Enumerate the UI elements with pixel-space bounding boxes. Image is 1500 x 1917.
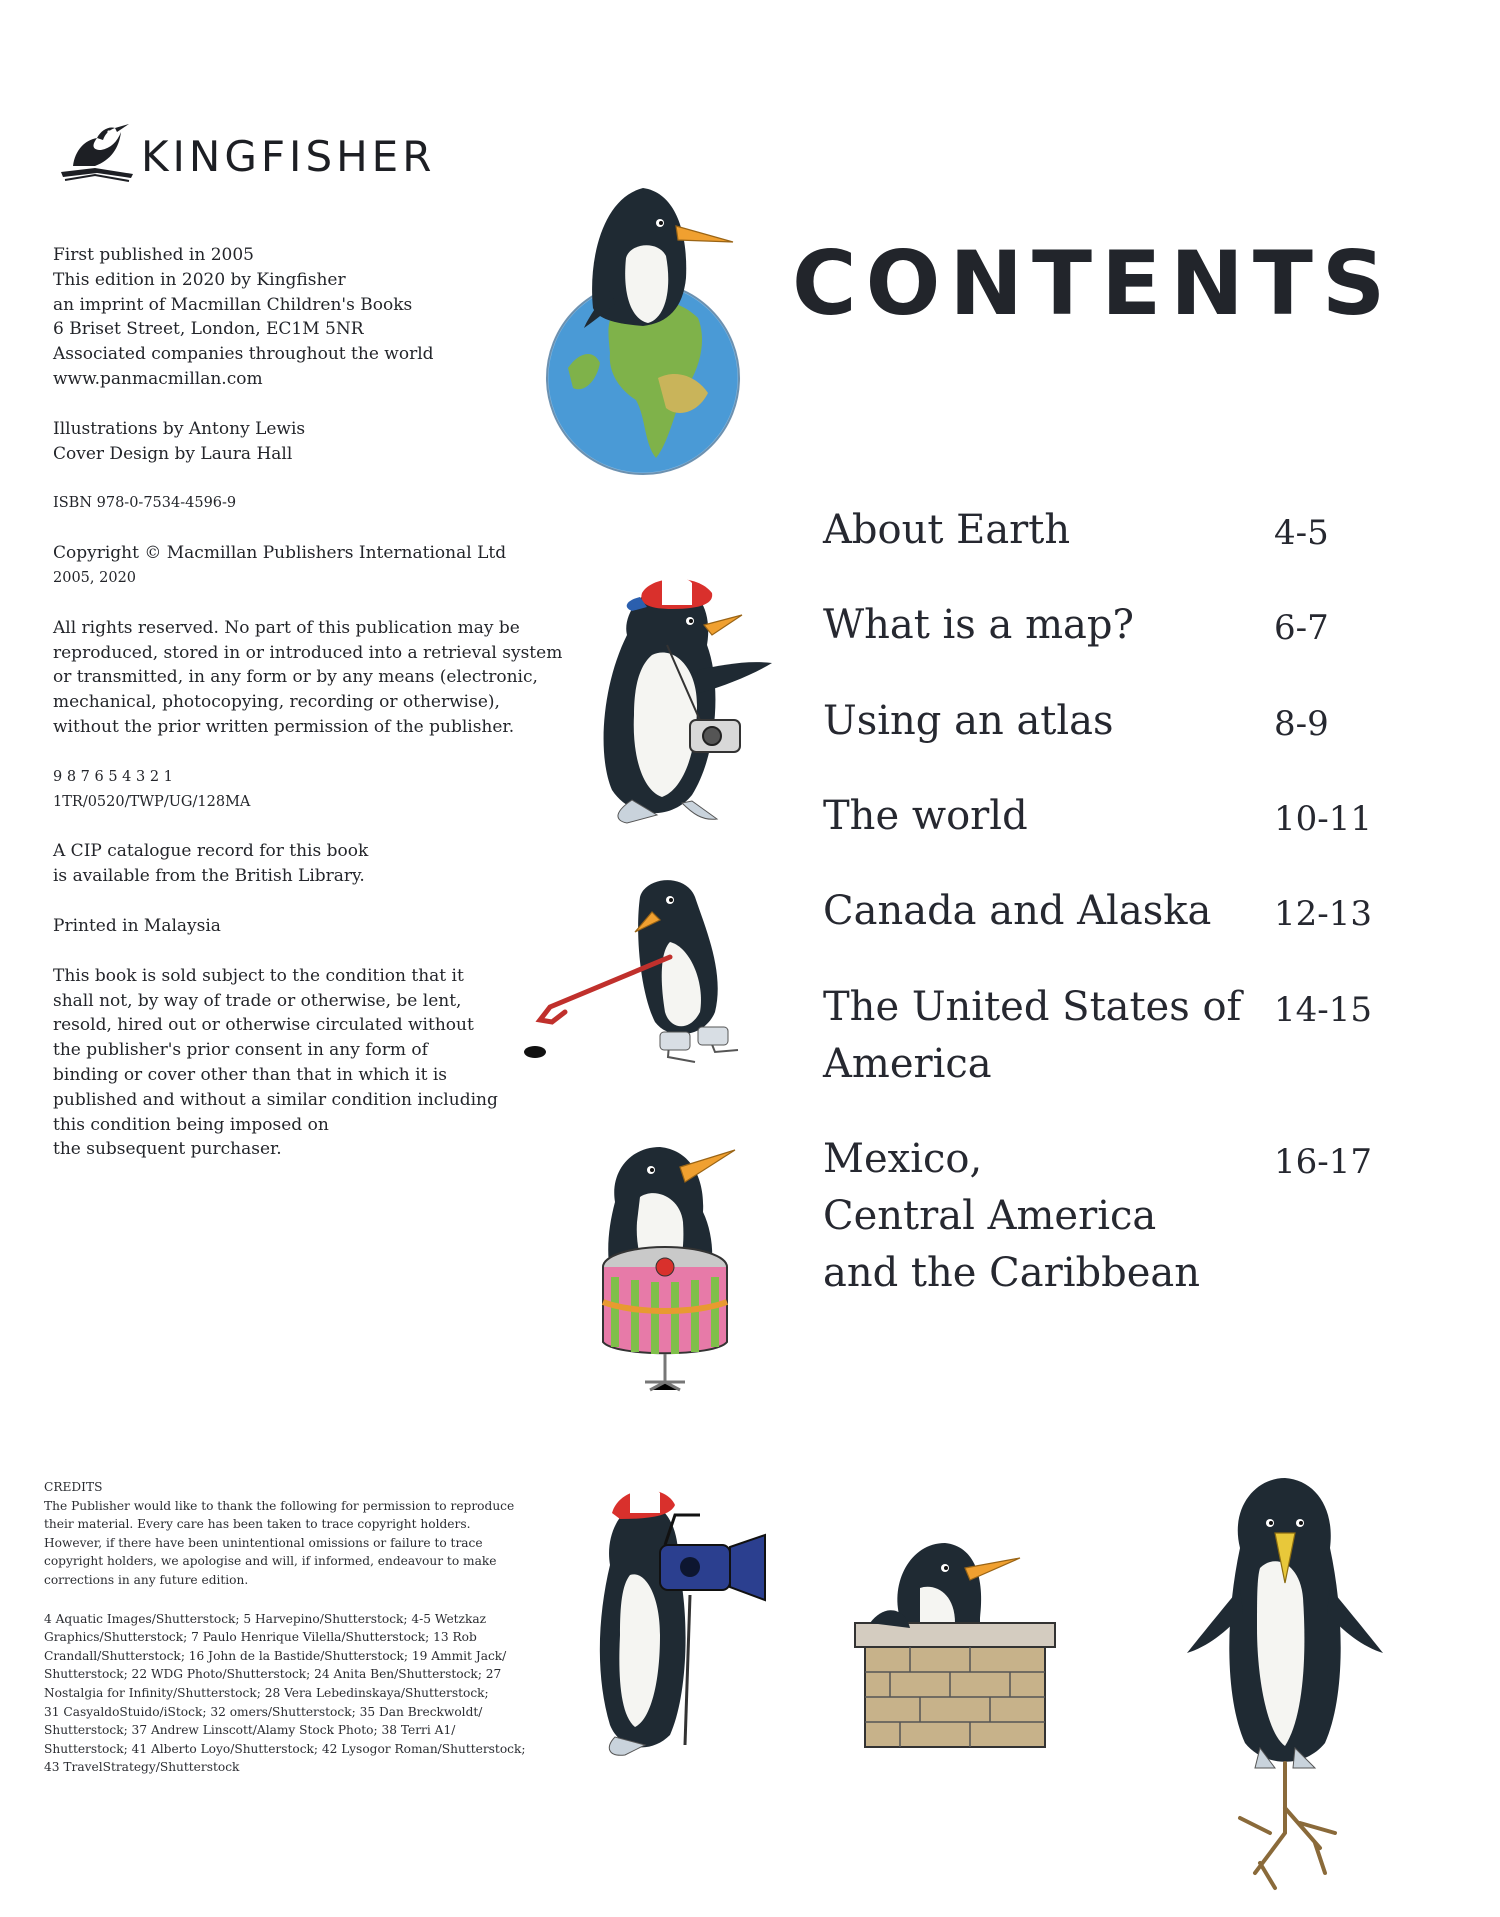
toc-entry-title: Canada and Alaska — [823, 888, 1212, 934]
toc-entry-title: Mexico, Central America and the Caribbean — [823, 1136, 1201, 1296]
condition-line: binding or cover other than that in which it is — [53, 1064, 447, 1085]
credits-list-line: 43 TravelStrategy/Shutterstock — [44, 1760, 240, 1775]
publishing-line: 6 Briset Street, London, EC1M 5NR — [53, 319, 364, 340]
printed-in: Printed in Malaysia — [53, 915, 221, 936]
credits-heading: CREDITS — [44, 1480, 103, 1494]
credits-intro-line: corrections in any future edition. — [44, 1572, 249, 1587]
condition-line: This book is sold subject to the condition that it — [53, 965, 464, 986]
toc-entry-pages: 6-7 — [1274, 608, 1329, 648]
rights-line: All rights reserved. No part of this publication may be — [53, 617, 520, 638]
publishing-details — [53, 243, 573, 392]
cip-block — [53, 839, 573, 889]
credits-intro-line: The Publisher would like to thank the following for permission to reproduce — [44, 1498, 515, 1513]
credits-list-line: Shutterstock; 41 Alberto Loyo/Shutterstock; 42 Lysogor Roman/Shutterstock; — [44, 1741, 526, 1756]
rights-line: reproduced, stored in or introduced into a retrieval system — [53, 642, 563, 663]
publisher-website: www.panmacmillan.com — [53, 368, 263, 389]
toc-entry-title: About Earth — [823, 507, 1071, 553]
publishing-line: an imprint of Macmillan Children's Books — [53, 294, 413, 315]
copyright-block — [53, 541, 573, 591]
credits-list-line: Shutterstock; 22 WDG Photo/Shutterstock; 24 Anita Ben/Shutterstock; 27 — [44, 1667, 502, 1682]
rights-line: mechanical, photocopying, recording or otherwise), — [53, 692, 500, 713]
toc-entry-pages: 14-15 — [1274, 990, 1373, 1030]
toc-entry-title: The United States of America — [823, 984, 1242, 1087]
rights-line: or transmitted, in any form or by any means (electronic, — [53, 667, 538, 688]
cover-designer-line: Cover Design by Laura Hall — [53, 443, 293, 464]
condition-block — [53, 964, 573, 1162]
toc-entry-pages: 16-17 — [1274, 1142, 1373, 1182]
publishing-line: Associated companies throughout the world — [53, 344, 434, 365]
toc-entry-title: What is a map? — [823, 602, 1134, 648]
cip-line: is available from the British Library. — [53, 866, 365, 887]
isbn: ISBN 978-0-7534-4596-9 — [53, 495, 237, 512]
kingfisher-bird-icon — [55, 120, 137, 192]
credits-list-line: Nostalgia for Infinity/Shutterstock; 28 Vera Lebedinskaya/Shutterstock; — [44, 1685, 489, 1700]
print-code-line: 1TR/0520/TWP/UG/128MA — [53, 793, 251, 810]
copyright-line: Copyright © Macmillan Publishers International Ltd — [53, 543, 507, 564]
toc-entry-title: Using an atlas — [823, 698, 1114, 744]
toc-entry-pages: 8-9 — [1274, 704, 1329, 744]
penguin-on-branch-icon — [1185, 1478, 1385, 1898]
penguin-playing-hockey-icon — [520, 872, 775, 1067]
credits-intro-line: However, if there have been unintentional omissions or failure to trace — [44, 1535, 483, 1550]
condition-line: shall not, by way of trade or otherwise, be lent, — [53, 990, 462, 1011]
penguin-with-video-camera-icon — [590, 1475, 790, 1765]
toc-entry-pages: 10-11 — [1274, 799, 1373, 839]
condition-line: the subsequent purchaser. — [53, 1139, 282, 1160]
condition-line: resold, hired out or otherwise circulated without — [53, 1015, 474, 1036]
illustration-credits — [53, 417, 573, 467]
toc-entry-pages: 4-5 — [1274, 513, 1329, 553]
copyright-years: 2005, 2020 — [53, 569, 137, 586]
credits-list-line: 4 Aquatic Images/Shutterstock; 5 Harvepino/Shutterstock; 4-5 Wetzkaz — [44, 1611, 487, 1626]
publishing-line: This edition in 2020 by Kingfisher — [53, 269, 346, 290]
condition-line: the publisher's prior consent in any form of — [53, 1040, 428, 1061]
credits-list-line: Crandall/Shutterstock; 16 John de la Bastide/Shutterstock; 19 Ammit Jack/ — [44, 1648, 507, 1663]
condition-line: published and without a similar condition including — [53, 1089, 498, 1110]
print-codes — [53, 765, 573, 815]
credits-intro-line: their material. Every care has been taken to trace copyright holders. — [44, 1517, 471, 1532]
penguin-in-well-icon — [850, 1528, 1060, 1753]
credits-list-line: Graphics/Shutterstock; 7 Paulo Henrique Vilella/Shutterstock; 13 Rob — [44, 1630, 477, 1645]
rights-block — [53, 616, 573, 740]
toc-entry-pages: 12-13 — [1274, 894, 1373, 934]
penguin-on-globe-icon — [548, 168, 748, 488]
printed-block — [53, 914, 573, 939]
publisher-name: KINGFISHER — [141, 131, 436, 181]
cip-line: A CIP catalogue record for this book — [53, 841, 369, 862]
condition-line: this condition being imposed on — [53, 1114, 329, 1135]
credits-block — [44, 1478, 554, 1777]
rights-line: without the prior written permission of the publisher. — [53, 716, 515, 737]
imprint-block — [53, 243, 573, 1187]
penguin-with-camera-icon — [572, 575, 797, 840]
toc-entry-title: The world — [823, 793, 1028, 839]
publisher-logo — [55, 118, 435, 194]
contents-heading: CONTENTS — [792, 232, 1395, 335]
credits-list-line: Shutterstock; 37 Andrew Linscott/Alamy Stock Photo; 38 Terri A1/ — [44, 1723, 456, 1738]
print-number-line: 9 8 7 6 5 4 3 2 1 — [53, 768, 173, 785]
penguin-with-drum-icon — [585, 1142, 755, 1407]
publishing-line: First published in 2005 — [53, 245, 254, 265]
illustrator-line: Illustrations by Antony Lewis — [53, 418, 306, 439]
credits-intro-line: copyright holders, we apologise and will, if informed, endeavour to make — [44, 1554, 497, 1569]
isbn-block — [53, 491, 573, 516]
credits-list-line: 31 CasyaldoStuido/iStock; 32 omers/Shutterstock; 35 Dan Breckwoldt/ — [44, 1704, 483, 1719]
